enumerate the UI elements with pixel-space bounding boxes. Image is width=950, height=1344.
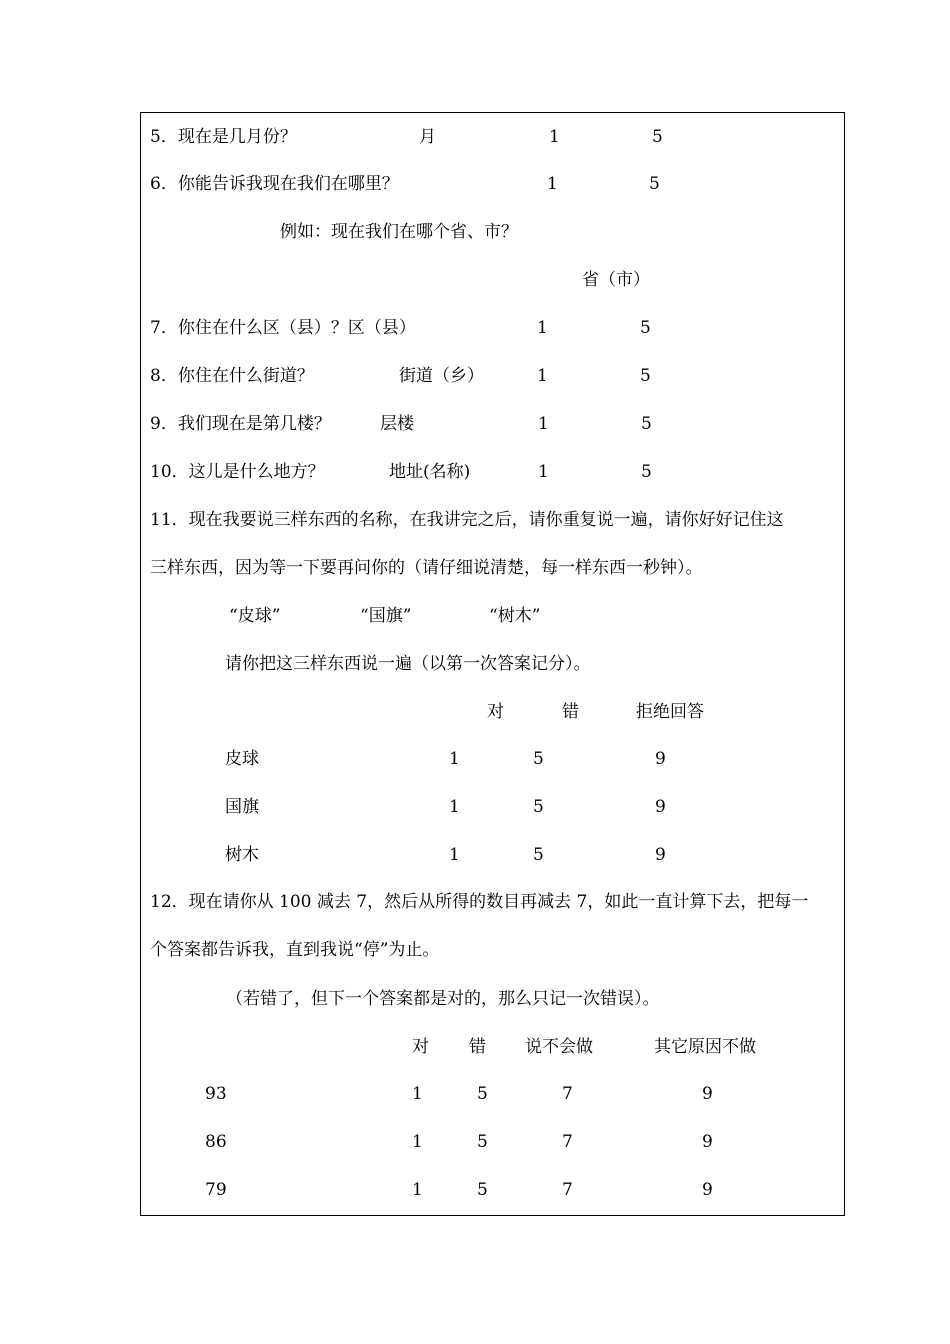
q8-question: 8．你住在什么街道？ [150,366,314,386]
q11-row-right: 1 [449,749,460,769]
q12-row-other: 9 [702,1180,713,1200]
q12-row-cannot: 7 [562,1132,573,1152]
q11-header-wrong: 错 [562,702,579,722]
q6-answer-unit: 省（市） [582,270,650,290]
q11-row-refuse: 9 [655,749,666,769]
q11-header-refuse: 拒绝回答 [636,702,704,722]
q10-score-wrong: 5 [641,462,652,482]
q7-question: 7．你住在什么区（县）？区（县） [150,318,416,338]
q5-score-right: 1 [549,127,560,147]
q12-header-other: 其它原因不做 [654,1037,756,1057]
q6-question: 6．你能告诉我现在我们在哪里？ [150,174,399,194]
q10-answer-unit: 地址(名称) [389,462,471,482]
q11-text-line2: 三样东西，因为等一下要再问你的（请仔细说清楚，每一样东西一秒钟）。 [150,558,703,578]
q12-note: （若错了，但下一个答案都是对的，那么只记一次错误）。 [226,989,660,1009]
q12-header-right: 对 [412,1037,429,1057]
q11-row-right: 1 [449,797,460,817]
q12-header-cannot: 说不会做 [525,1037,593,1057]
q12-row-cannot: 7 [562,1180,573,1200]
q5-score-wrong: 5 [652,127,663,147]
q7-score-wrong: 5 [640,318,651,338]
q12-row-value: 86 [205,1132,227,1152]
q11-row-wrong: 5 [533,845,544,865]
q9-score-wrong: 5 [641,414,652,434]
q6-example: 例如：现在我们在哪个省、市？ [280,222,518,242]
q6-score-wrong: 5 [649,174,660,194]
q8-answer-unit: 街道（乡） [399,366,484,386]
q12-text-line1: 12．现在请你从 100 减去 7，然后从所得的数目再减去 7，如此一直计算下去，把每一 [150,892,809,912]
q11-instruction: 请你把这三样东西说一遍（以第一次答案记分）。 [225,654,591,674]
q6-score-right: 1 [547,174,558,194]
q11-row-item: 皮球 [225,749,259,769]
q9-score-right: 1 [538,414,549,434]
q12-row-value: 93 [205,1084,227,1104]
q10-score-right: 1 [538,462,549,482]
q12-row-wrong: 5 [477,1180,488,1200]
q12-row-right: 1 [412,1084,423,1104]
q11-row-wrong: 5 [533,749,544,769]
q11-row-wrong: 5 [533,797,544,817]
q9-question: 9．我们现在是第几楼？ [150,414,331,434]
q5-question: 5．现在是几月份？ [150,127,297,147]
q12-row-cannot: 7 [562,1084,573,1104]
q11-row-refuse: 9 [655,845,666,865]
q12-text-line2: 个答案都告诉我，直到我说“停”为止。 [150,940,440,960]
q11-row-item: 树木 [225,845,259,865]
q8-score-right: 1 [537,366,548,386]
q9-answer-unit: 层楼 [380,414,414,434]
q11-row-right: 1 [449,845,460,865]
q12-row-right: 1 [412,1132,423,1152]
q11-text-line1: 11．现在我要说三样东西的名称，在我讲完之后，请你重复说一遍，请你好好记住这 [150,510,784,530]
q12-row-wrong: 5 [477,1132,488,1152]
q11-word-1: “皮球” [229,606,281,626]
q5-answer-unit: 月 [419,127,436,147]
q11-word-3: “树木” [489,606,541,626]
q12-header-wrong: 错 [469,1037,486,1057]
q12-row-right: 1 [412,1180,423,1200]
q11-header-right: 对 [487,702,504,722]
q12-row-other: 9 [702,1084,713,1104]
q12-row-wrong: 5 [477,1084,488,1104]
q10-question: 10．这儿是什么地方？ [150,462,325,482]
q11-row-item: 国旗 [225,797,259,817]
q12-row-value: 79 [205,1180,227,1200]
q7-score-right: 1 [537,318,548,338]
q8-score-wrong: 5 [640,366,651,386]
q11-row-refuse: 9 [655,797,666,817]
q12-row-other: 9 [702,1132,713,1152]
q11-word-2: “国旗” [360,606,412,626]
